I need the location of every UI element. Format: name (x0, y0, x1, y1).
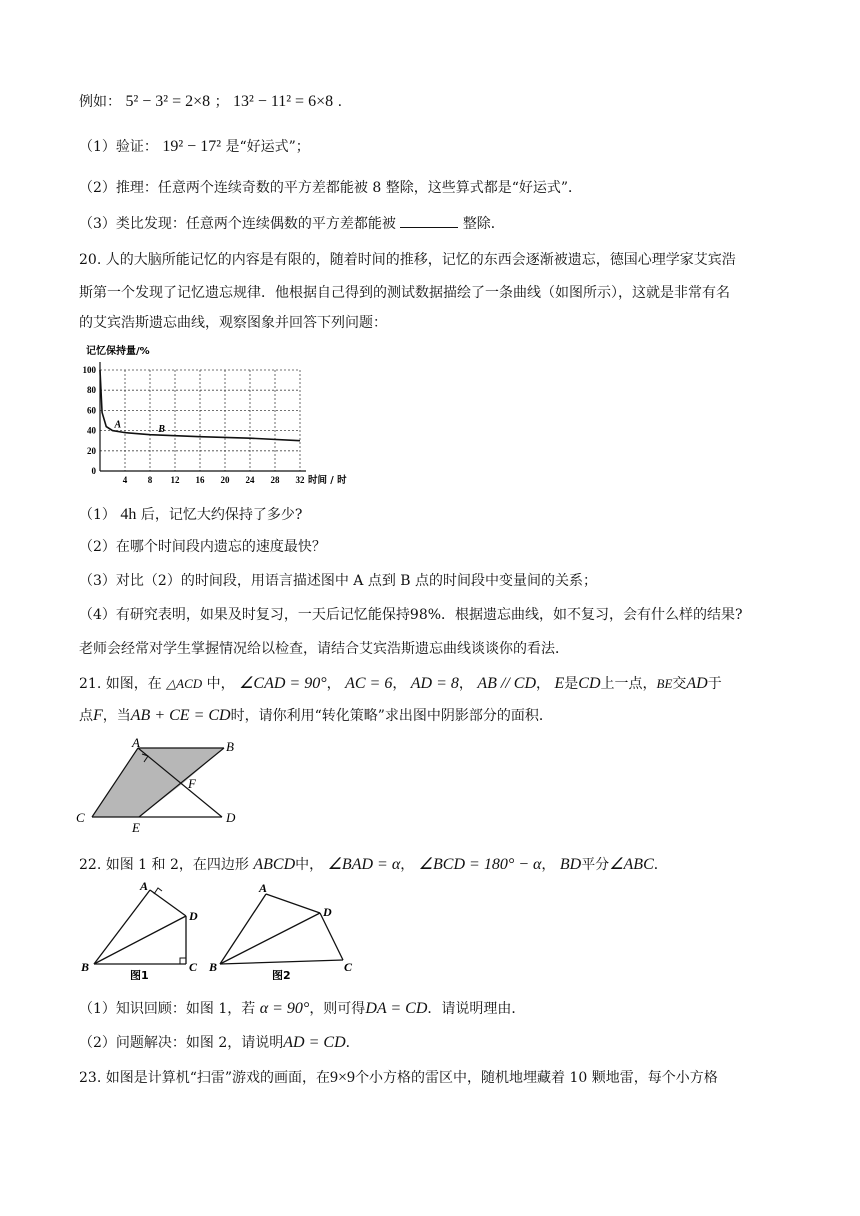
s1-suffix: 后，记忆大约保持了多少? (140, 507, 303, 523)
q22-s1-suffix: ．请说明理由． (427, 1001, 526, 1017)
q22-s2-suffix: ． (345, 1035, 360, 1051)
x-axis-label: 时间 / 时 (308, 475, 347, 486)
q21-m3: AD = 8 (410, 675, 459, 692)
q21-mid: 中， (206, 676, 235, 692)
q21-triangle: △ACD (166, 676, 203, 691)
example-prefix: 例如： (79, 94, 121, 110)
q21-c3: ， (458, 676, 473, 692)
q22-m4: BD (559, 856, 582, 873)
q21-line-1 (79, 674, 722, 694)
label-c: C (76, 810, 85, 825)
q21-t8: 于 (707, 676, 722, 692)
q21-c2: ， (392, 676, 407, 692)
p1-math: 19² − 17² (162, 138, 221, 155)
example-sep: ； (214, 94, 229, 110)
q22-sub-2 (79, 1033, 360, 1053)
q21-c1: ， (326, 676, 341, 692)
q19-example (79, 92, 342, 112)
p1-suffix: 是“好运式”； (225, 139, 310, 155)
x-tick-label: 28 (270, 475, 280, 485)
label-b: B (226, 739, 234, 754)
answer-blank[interactable] (400, 213, 458, 228)
q22-s1-mid: ，则可得 (309, 1001, 366, 1017)
q22-m5: ∠ABC (609, 856, 654, 873)
q21-t6: 上一点， (600, 676, 657, 692)
y-tick-label: 0 (91, 466, 96, 476)
x-tick-label: 16 (195, 475, 205, 485)
q21-m4: AB // CD (477, 675, 537, 692)
forgetting-curve-chart (78, 340, 368, 488)
q21-line-2 (79, 706, 553, 726)
x-tick-label: 4 (122, 475, 128, 485)
q20-sub-4-line-1: （4）有研究表明，如果及时复习，一天后记忆能保持98%．根据遗忘曲线，如不复习，会有什么样的结果? (79, 607, 743, 623)
q20-text-line-3: 的艾宾浩斯遗忘曲线，观察图象并回答下列问题： (79, 315, 387, 331)
label-f: F (188, 776, 196, 791)
q21-m6: CD (578, 675, 601, 692)
q23-m: 9×9 (330, 1069, 356, 1086)
fig2-label-a: A (259, 881, 268, 895)
x-tick-label: 24 (245, 475, 255, 485)
q20-text-line-1: 20. 人的大脑所能记忆的内容是有限的，随着时间的推移，记忆的东西会逐渐被遗忘，德国心理学家艾宾浩 (79, 252, 736, 268)
fig1-label-d: D (189, 909, 198, 923)
q21-m7: BE (656, 676, 673, 691)
q21-m5: E (554, 675, 565, 692)
label-a: A (132, 738, 140, 750)
y-tick-label: 80 (87, 385, 96, 396)
q21-m2: AC = 6 (345, 675, 393, 692)
q21-l2a: 点 (79, 708, 93, 724)
q22-s1-m2: DA = CD (365, 1000, 428, 1017)
q22-prefix: 22. 如图 1 和 2，在四边形 (79, 857, 249, 873)
q22-sub-1 (79, 999, 525, 1019)
q21-l2b: ，当 (102, 708, 131, 724)
q22-t4: 平分 (581, 857, 610, 873)
fig1-caption: 图1 (130, 969, 149, 980)
label-e: E (132, 820, 140, 835)
q20-sub-4-line-2: 老师会经常对学生掌握情况给以检查，请结合艾宾浩斯遗忘曲线谈谈你的看法． (79, 641, 569, 657)
q22-t5: ． (653, 857, 668, 873)
y-tick-label: 60 (87, 405, 96, 416)
q23-text (79, 1068, 718, 1088)
q22-m1: ABCD (253, 856, 296, 873)
q21-l2m2: AB + CE = CD (130, 707, 231, 724)
q22-text (79, 855, 668, 875)
point-label-a: A (114, 419, 122, 431)
q20-text-line-2: 斯第一个发现了记忆遗忘规律．他根据自己得到的测试数据描绘了一条曲线（如图所示），这就是非常有名 (79, 285, 730, 301)
q21-t5: 是 (564, 676, 579, 692)
q23-prefix: 23. 如图是计算机“扫雷”游戏的画面，在 (79, 1070, 331, 1086)
example-math-2: 13² − 11² = 6×8 (233, 93, 334, 110)
fig2-caption: 图2 (272, 969, 291, 980)
q21-figure (74, 738, 254, 836)
p1-prefix: （1）验证： (79, 139, 158, 155)
label-d: D (226, 810, 236, 825)
q19-part-3 (79, 213, 505, 234)
s1-prefix: （1） (79, 507, 116, 523)
s1-math: 4h (120, 506, 137, 523)
x-tick-label: 12 (170, 475, 180, 485)
y-tick-label: 40 (87, 425, 96, 436)
y-tick-label: 20 (87, 445, 96, 456)
q22-m2: ∠BAD = α (327, 856, 401, 873)
q22-s1-m1: α = 90° (259, 1000, 310, 1017)
q21-l2c: 时，请你利用“转化策略”求出图中阴影部分的面积． (230, 708, 553, 724)
q22-m3: ∠BCD = 180° − α (418, 856, 542, 873)
p3-suffix: 整除． (462, 216, 505, 232)
q21-c4: ， (536, 676, 551, 692)
fig2-label-d: D (323, 905, 332, 919)
q22-figures (78, 880, 368, 980)
q21-m1: ∠CAD = 90° (239, 675, 327, 692)
q21-prefix: 21. 如图，在 (79, 676, 162, 692)
fig2-label-b: B (209, 960, 218, 974)
q19-part-1 (79, 137, 310, 157)
fig2-label-c: C (344, 960, 353, 974)
figure-1 (80, 880, 198, 980)
example-math-1: 5² − 3² = 2×8 (125, 93, 211, 110)
p3-prefix: （3）类比发现：任意两个连续偶数的平方差都能被 (79, 216, 396, 232)
q21-l2m1: F (93, 707, 103, 724)
q22-s2-m: AD = CD (283, 1034, 346, 1051)
q22-t2: ， (400, 857, 415, 873)
figure-2 (208, 881, 353, 980)
x-tick-label: 8 (147, 475, 153, 485)
q20-sub-3: （3）对比（2）的时间段，用语言描述图中 A 点到 B 点的时间段中变量间的关系； (79, 573, 598, 589)
x-tick-label: 20 (220, 475, 230, 485)
q22-t3: ， (541, 857, 556, 873)
point-label-b: B (158, 424, 165, 436)
q22-t1: 中， (295, 857, 324, 873)
fig1-label-c: C (189, 960, 198, 974)
q22-s1-prefix: （1）知识回顾：如图 1，若 (79, 1001, 256, 1017)
example-end: . (337, 94, 343, 110)
q23-suffix: 个小方格的雷区中，随机地埋藏着 10 颗地雷，每个小方格 (355, 1070, 718, 1086)
y-tick-label: 100 (82, 365, 96, 375)
q22-s2-prefix: （2）问题解决：如图 2，请说明 (79, 1035, 284, 1051)
fig1-label-b: B (81, 960, 90, 974)
q20-sub-1 (79, 505, 302, 525)
q21-t7: 交 (672, 676, 687, 692)
q21-m8: AD (686, 675, 708, 692)
q20-sub-2: （2）在哪个时间段内遗忘的速度最快？ (79, 539, 326, 555)
x-tick-label: 32 (295, 475, 305, 485)
y-axis-label: 记忆保持量/% (86, 346, 150, 357)
fig1-label-a: A (140, 880, 149, 893)
q19-part-2: （2）推理：任意两个连续奇数的平方差都能被 8 整除，这些算式都是“好运式”． (79, 180, 583, 196)
